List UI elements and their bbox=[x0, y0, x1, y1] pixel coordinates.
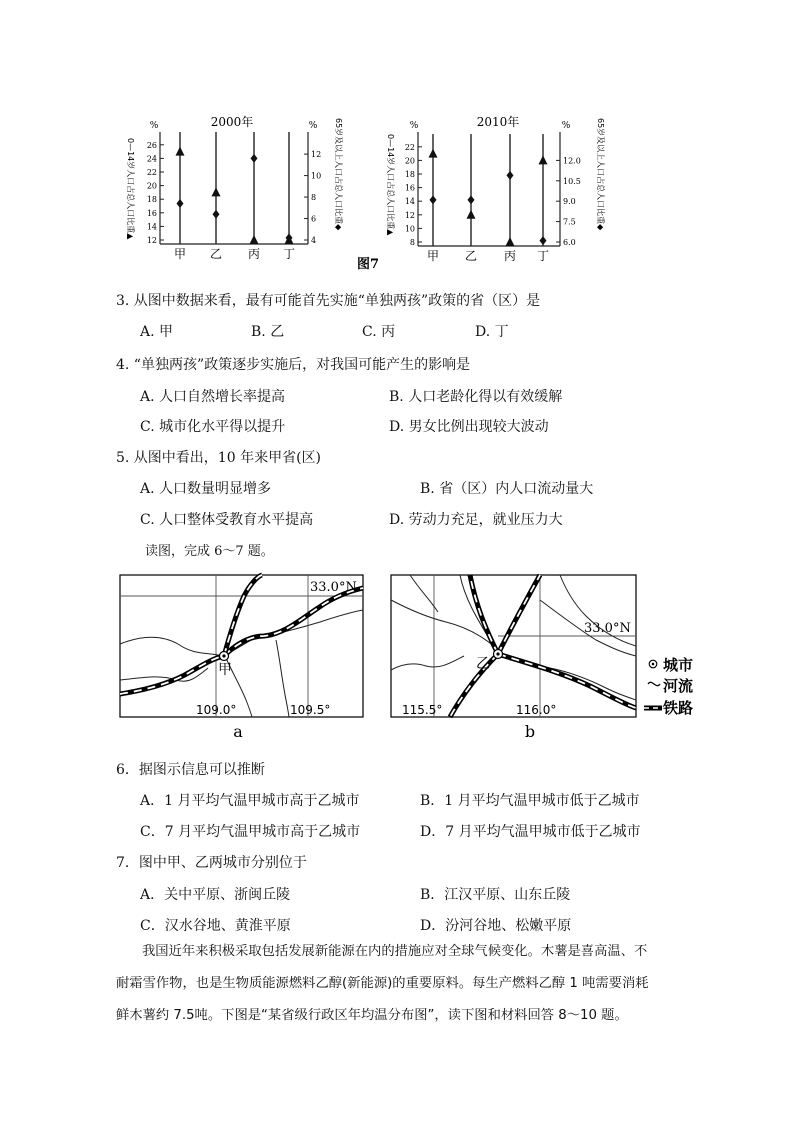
left-unit: % bbox=[149, 121, 159, 131]
category-label: 乙 bbox=[464, 249, 478, 263]
right-tick-label: 4 bbox=[311, 236, 317, 245]
right-axis-label: 65岁及以上人口占总人口比重◆ bbox=[596, 118, 605, 231]
river bbox=[120, 637, 222, 656]
category-label: 丙 bbox=[247, 247, 261, 261]
legend-city-icon-dot bbox=[652, 663, 655, 666]
maps-figure bbox=[0, 560, 794, 750]
map-b-frame bbox=[391, 575, 636, 717]
map-b-lat-label: 33.0°N bbox=[584, 621, 631, 636]
triangle-point bbox=[539, 155, 548, 164]
q3-option-c[interactable]: C. 丙 bbox=[362, 324, 396, 340]
map-a bbox=[120, 575, 363, 741]
diamond-point bbox=[507, 171, 514, 180]
triangle-point bbox=[212, 187, 221, 196]
q7-option-d[interactable]: D．汾河谷地、松嫩平原 bbox=[420, 918, 572, 934]
left-tick-label: 16 bbox=[404, 183, 415, 193]
q5-option-c[interactable]: C. 人口整体受教育水平提高 bbox=[140, 512, 314, 528]
triangle-point bbox=[176, 147, 185, 156]
question-3: 3. 从图中数据来看，最有可能首先实施“单独两孩”政策的省（区）是 bbox=[116, 293, 541, 309]
q4-option-d[interactable]: D. 男女比例出现较大波动 bbox=[389, 419, 549, 435]
q6-option-a[interactable]: A．1 月平均气温甲城市高于乙城市 bbox=[140, 793, 360, 809]
map-a-lon2: 109.5° bbox=[290, 703, 331, 717]
q6-option-b[interactable]: B．1 月平均气温甲城市低于乙城市 bbox=[420, 793, 640, 809]
right-tick-label: 6.0 bbox=[563, 238, 576, 247]
left-unit: % bbox=[409, 121, 419, 131]
city-marker-dot bbox=[496, 652, 499, 655]
triangle-point bbox=[506, 237, 515, 246]
left-tick-label: 22 bbox=[146, 168, 157, 177]
map-a-label: a bbox=[233, 722, 243, 741]
right-tick-label: 12 bbox=[311, 150, 322, 160]
left-axis-label: 0—14岁人口占总人口比重▲ bbox=[126, 138, 135, 240]
question-7: 7．图中甲、乙两城市分别位于 bbox=[116, 855, 307, 871]
diamond-point bbox=[213, 210, 220, 219]
figure-label: 图7 bbox=[357, 257, 380, 272]
left-tick-label: 24 bbox=[146, 154, 157, 164]
q4-option-b[interactable]: B. 人口老龄化得以有效缓解 bbox=[389, 389, 563, 405]
diamond-point bbox=[468, 195, 475, 204]
q3-option-a[interactable]: A. 甲 bbox=[140, 324, 174, 340]
intro-6-7: 读图，完成 6～7 题。 bbox=[145, 544, 274, 559]
map-legend bbox=[644, 656, 693, 717]
left-tick-label: 10 bbox=[404, 224, 415, 234]
left-tick-label: 26 bbox=[146, 140, 157, 150]
left-tick-label: 14 bbox=[404, 197, 415, 207]
railway bbox=[470, 575, 498, 654]
diamond-point bbox=[430, 195, 437, 204]
right-tick-label: 7.5 bbox=[563, 217, 576, 227]
passage-line-2: 耐霜雪作物，也是生物质能源燃料乙醇(新能源)的重要原料。每生产燃料乙醇 1 吨需要消耗 bbox=[116, 976, 649, 991]
q7-option-b[interactable]: B．江汉平原、山东丘陵 bbox=[420, 887, 571, 903]
right-unit: % bbox=[561, 121, 571, 131]
chart-title: 2000年 bbox=[210, 115, 254, 129]
railway bbox=[120, 656, 224, 694]
diamond-point bbox=[177, 199, 184, 208]
right-tick-label: 6 bbox=[311, 214, 317, 224]
q6-option-c[interactable]: C．7 月平均气温甲城市高于乙城市 bbox=[140, 824, 361, 840]
right-tick-label: 12.0 bbox=[563, 156, 581, 166]
category-label: 甲 bbox=[426, 249, 440, 263]
right-axis-label: 65岁及以上人口占总人口比重◆ bbox=[334, 118, 343, 231]
right-tick-label: 8 bbox=[311, 193, 317, 203]
map-b-lon1: 115.5° bbox=[402, 703, 443, 717]
legend-river-icon bbox=[648, 682, 660, 685]
triangle-point bbox=[467, 210, 476, 219]
city-marker-dot bbox=[222, 654, 225, 657]
question-5: 5. 从图中看出，10 年来甲省(区) bbox=[116, 450, 321, 466]
map-a-lon1: 109.0° bbox=[196, 703, 237, 717]
chart-2010 bbox=[386, 114, 606, 263]
right-unit: % bbox=[308, 121, 318, 131]
left-tick-label: 12 bbox=[404, 210, 415, 220]
legend-river-label: 河流 bbox=[663, 677, 694, 695]
triangle-point bbox=[429, 149, 438, 158]
left-axis-label: 0—14岁人口占总人口比重▲ bbox=[386, 134, 395, 236]
chart-title: 2010年 bbox=[476, 115, 520, 129]
left-tick-label: 20 bbox=[404, 156, 415, 166]
map-b bbox=[391, 575, 636, 741]
river bbox=[222, 610, 363, 656]
category-label: 甲 bbox=[173, 247, 187, 261]
map-a-lat-label: 33.0°N bbox=[310, 580, 357, 595]
city-yi: 乙 bbox=[476, 656, 490, 672]
right-tick-label: 10 bbox=[311, 171, 322, 181]
railway bbox=[450, 654, 498, 717]
category-label: 丁 bbox=[282, 247, 296, 261]
left-tick-label: 22 bbox=[404, 142, 415, 152]
q4-option-c[interactable]: C. 城市化水平得以提升 bbox=[140, 419, 286, 435]
left-tick-label: 12 bbox=[146, 236, 157, 245]
q6-option-d[interactable]: D．7 月平均气温甲城市低于乙城市 bbox=[420, 824, 641, 840]
passage-line-1: 我国近年来积极采取包括发展新能源在内的措施应对全球气候变化。木薯是喜高温、不 bbox=[142, 944, 648, 959]
left-tick-label: 20 bbox=[146, 181, 157, 191]
category-label: 丙 bbox=[503, 249, 517, 263]
legend-railway-label: 铁路 bbox=[663, 699, 694, 717]
left-tick-label: 8 bbox=[409, 238, 415, 247]
triangle-point bbox=[250, 235, 259, 244]
river bbox=[391, 656, 464, 670]
river bbox=[276, 640, 289, 717]
diamond-point bbox=[540, 236, 547, 245]
map-b-lon2: 116.0° bbox=[516, 703, 557, 717]
passage-line-3: 鲜木薯约 7.5吨。下图是“某省级行政区年均温分布图”，读下图和材料回答 8～10 题。 bbox=[116, 1008, 628, 1023]
q5-option-a[interactable]: A. 人口数量明显增多 bbox=[140, 481, 272, 497]
chart-2000 bbox=[126, 114, 344, 261]
q4-option-a[interactable]: A. 人口自然增长率提高 bbox=[140, 389, 286, 405]
q5-option-d[interactable]: D. 劳动力充足，就业压力大 bbox=[389, 512, 563, 528]
left-tick-label: 18 bbox=[146, 195, 157, 205]
map-b-label: b bbox=[524, 722, 536, 741]
category-label: 丁 bbox=[536, 249, 550, 263]
q5-option-b[interactable]: B. 省（区）内人口流动量大 bbox=[420, 481, 594, 497]
right-tick-label: 10.5 bbox=[563, 176, 581, 186]
right-tick-label: 9.0 bbox=[563, 197, 576, 207]
left-tick-label: 14 bbox=[146, 222, 157, 232]
q7-option-a[interactable]: A．关中平原、浙闽丘陵 bbox=[140, 887, 291, 903]
left-tick-label: 18 bbox=[404, 170, 415, 179]
left-tick-label: 16 bbox=[146, 208, 157, 218]
figure-7 bbox=[0, 0, 794, 280]
category-label: 乙 bbox=[209, 247, 223, 261]
question-6: 6．据图示信息可以推断 bbox=[116, 762, 265, 778]
q3-option-b[interactable]: B. 乙 bbox=[251, 324, 285, 340]
q3-option-d[interactable]: D. 丁 bbox=[475, 324, 509, 340]
city-jia: 甲 bbox=[218, 662, 232, 678]
diamond-point bbox=[251, 154, 258, 163]
legend-city-label: 城市 bbox=[663, 656, 694, 674]
q7-option-c[interactable]: C．汉水谷地、黄淮平原 bbox=[140, 918, 291, 934]
question-4: 4. “单独两孩”政策逐步实施后，对我国可能产生的影响是 bbox=[116, 357, 471, 373]
